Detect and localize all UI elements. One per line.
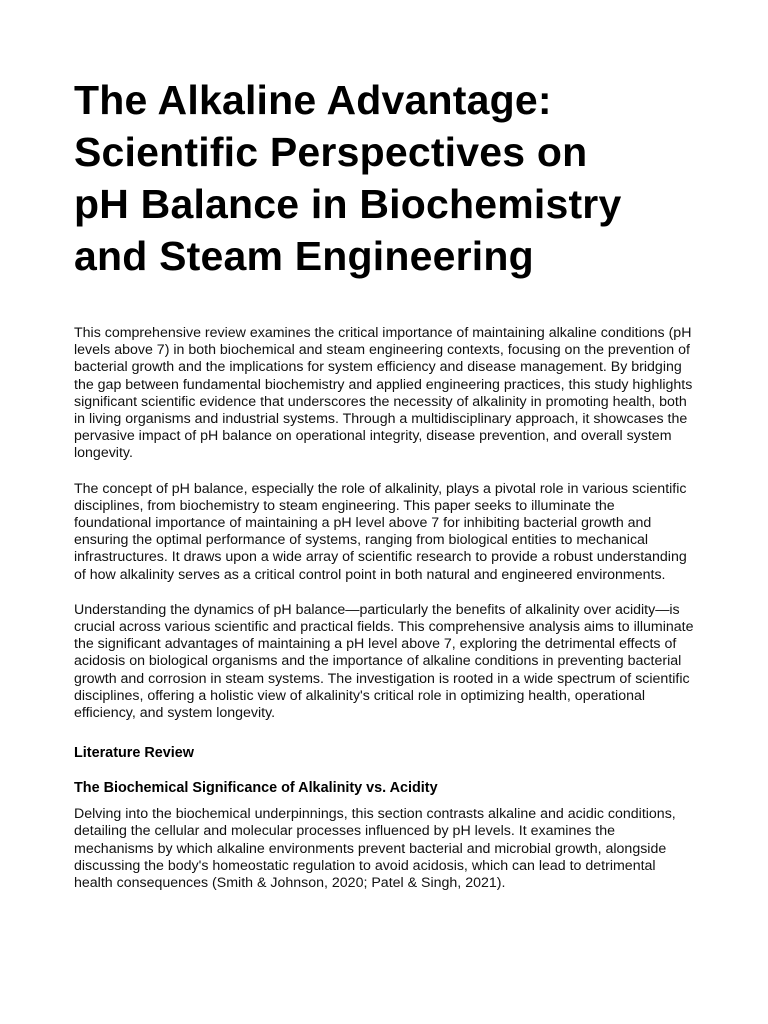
subsection-heading-biochemical: The Biochemical Significance of Alkalinity vs. Acidity	[74, 780, 438, 797]
biochemical-paragraph: Delving into the biochemical underpinnings, this section contrasts alkaline and acidic conditions, detailing the cellular and molecular processes influenced by pH levels. It examines the mechanisms by which alkaline environments prevent bacterial and microbial growth, alongside discussing the body's homeostatic regulation to avoid acidosis, which can lead to detrimental health consequences (Smith & Johnson, 2020; Patel & Singh, 2021).	[74, 806, 676, 892]
document-title	[74, 74, 694, 282]
abstract-paragraph: This comprehensive review examines the critical importance of maintaining alkaline conditions (pH levels above 7) in both biochemical and steam engineering contexts, focusing on the prevention of bacterial growth and the implications for system efficiency and disease management. By bridging the gap between fundamental biochemistry and applied engineering practices, this study highlights significant scientific evidence that underscores the necessity of alkalinity in promoting health, both in living organisms and industrial systems. Through a multidisciplinary approach, it showcases the pervasive impact of pH balance on operational integrity, disease prevention, and overall system longevity.	[74, 325, 693, 462]
title-line-2: Scientific Perspectives on	[74, 129, 588, 175]
title-line-3: pH Balance in Biochemistry	[74, 181, 622, 227]
overview-paragraph: Understanding the dynamics of pH balance—particularly the benefits of alkalinity over acidity—is crucial across various scientific and practical fields. This comprehensive analysis aims to illuminate the significant advantages of maintaining a pH level above 7, exploring the detrimental effects of acidosis on biological organisms and the importance of alkaline conditions in preventing bacterial growth and corrosion in steam systems. The investigation is rooted in a wide spectrum of scientific disciplines, offering a holistic view of alkalinity's critical role in optimizing health, operational efficiency, and system longevity.	[74, 601, 694, 722]
section-heading-literature-review: Literature Review	[74, 745, 194, 762]
document-page	[74, 74, 694, 892]
intro-paragraph: The concept of pH balance, especially the role of alkalinity, plays a pivotal role in various scientific disciplines, from biochemistry to steam engineering. This paper seeks to illuminate the foundational importance of maintaining a pH level above 7 for inhibiting bacterial growth and ensuring the optimal performance of systems, ranging from biological entities to mechanical infrastructures. It draws upon a wide array of scientific research to provide a robust understanding of how alkalinity serves as a critical control point in both natural and engineered environments.	[74, 480, 687, 583]
title-line-4: and Steam Engineering	[74, 233, 534, 279]
title-line-1: The Alkaline Advantage:	[74, 77, 552, 123]
